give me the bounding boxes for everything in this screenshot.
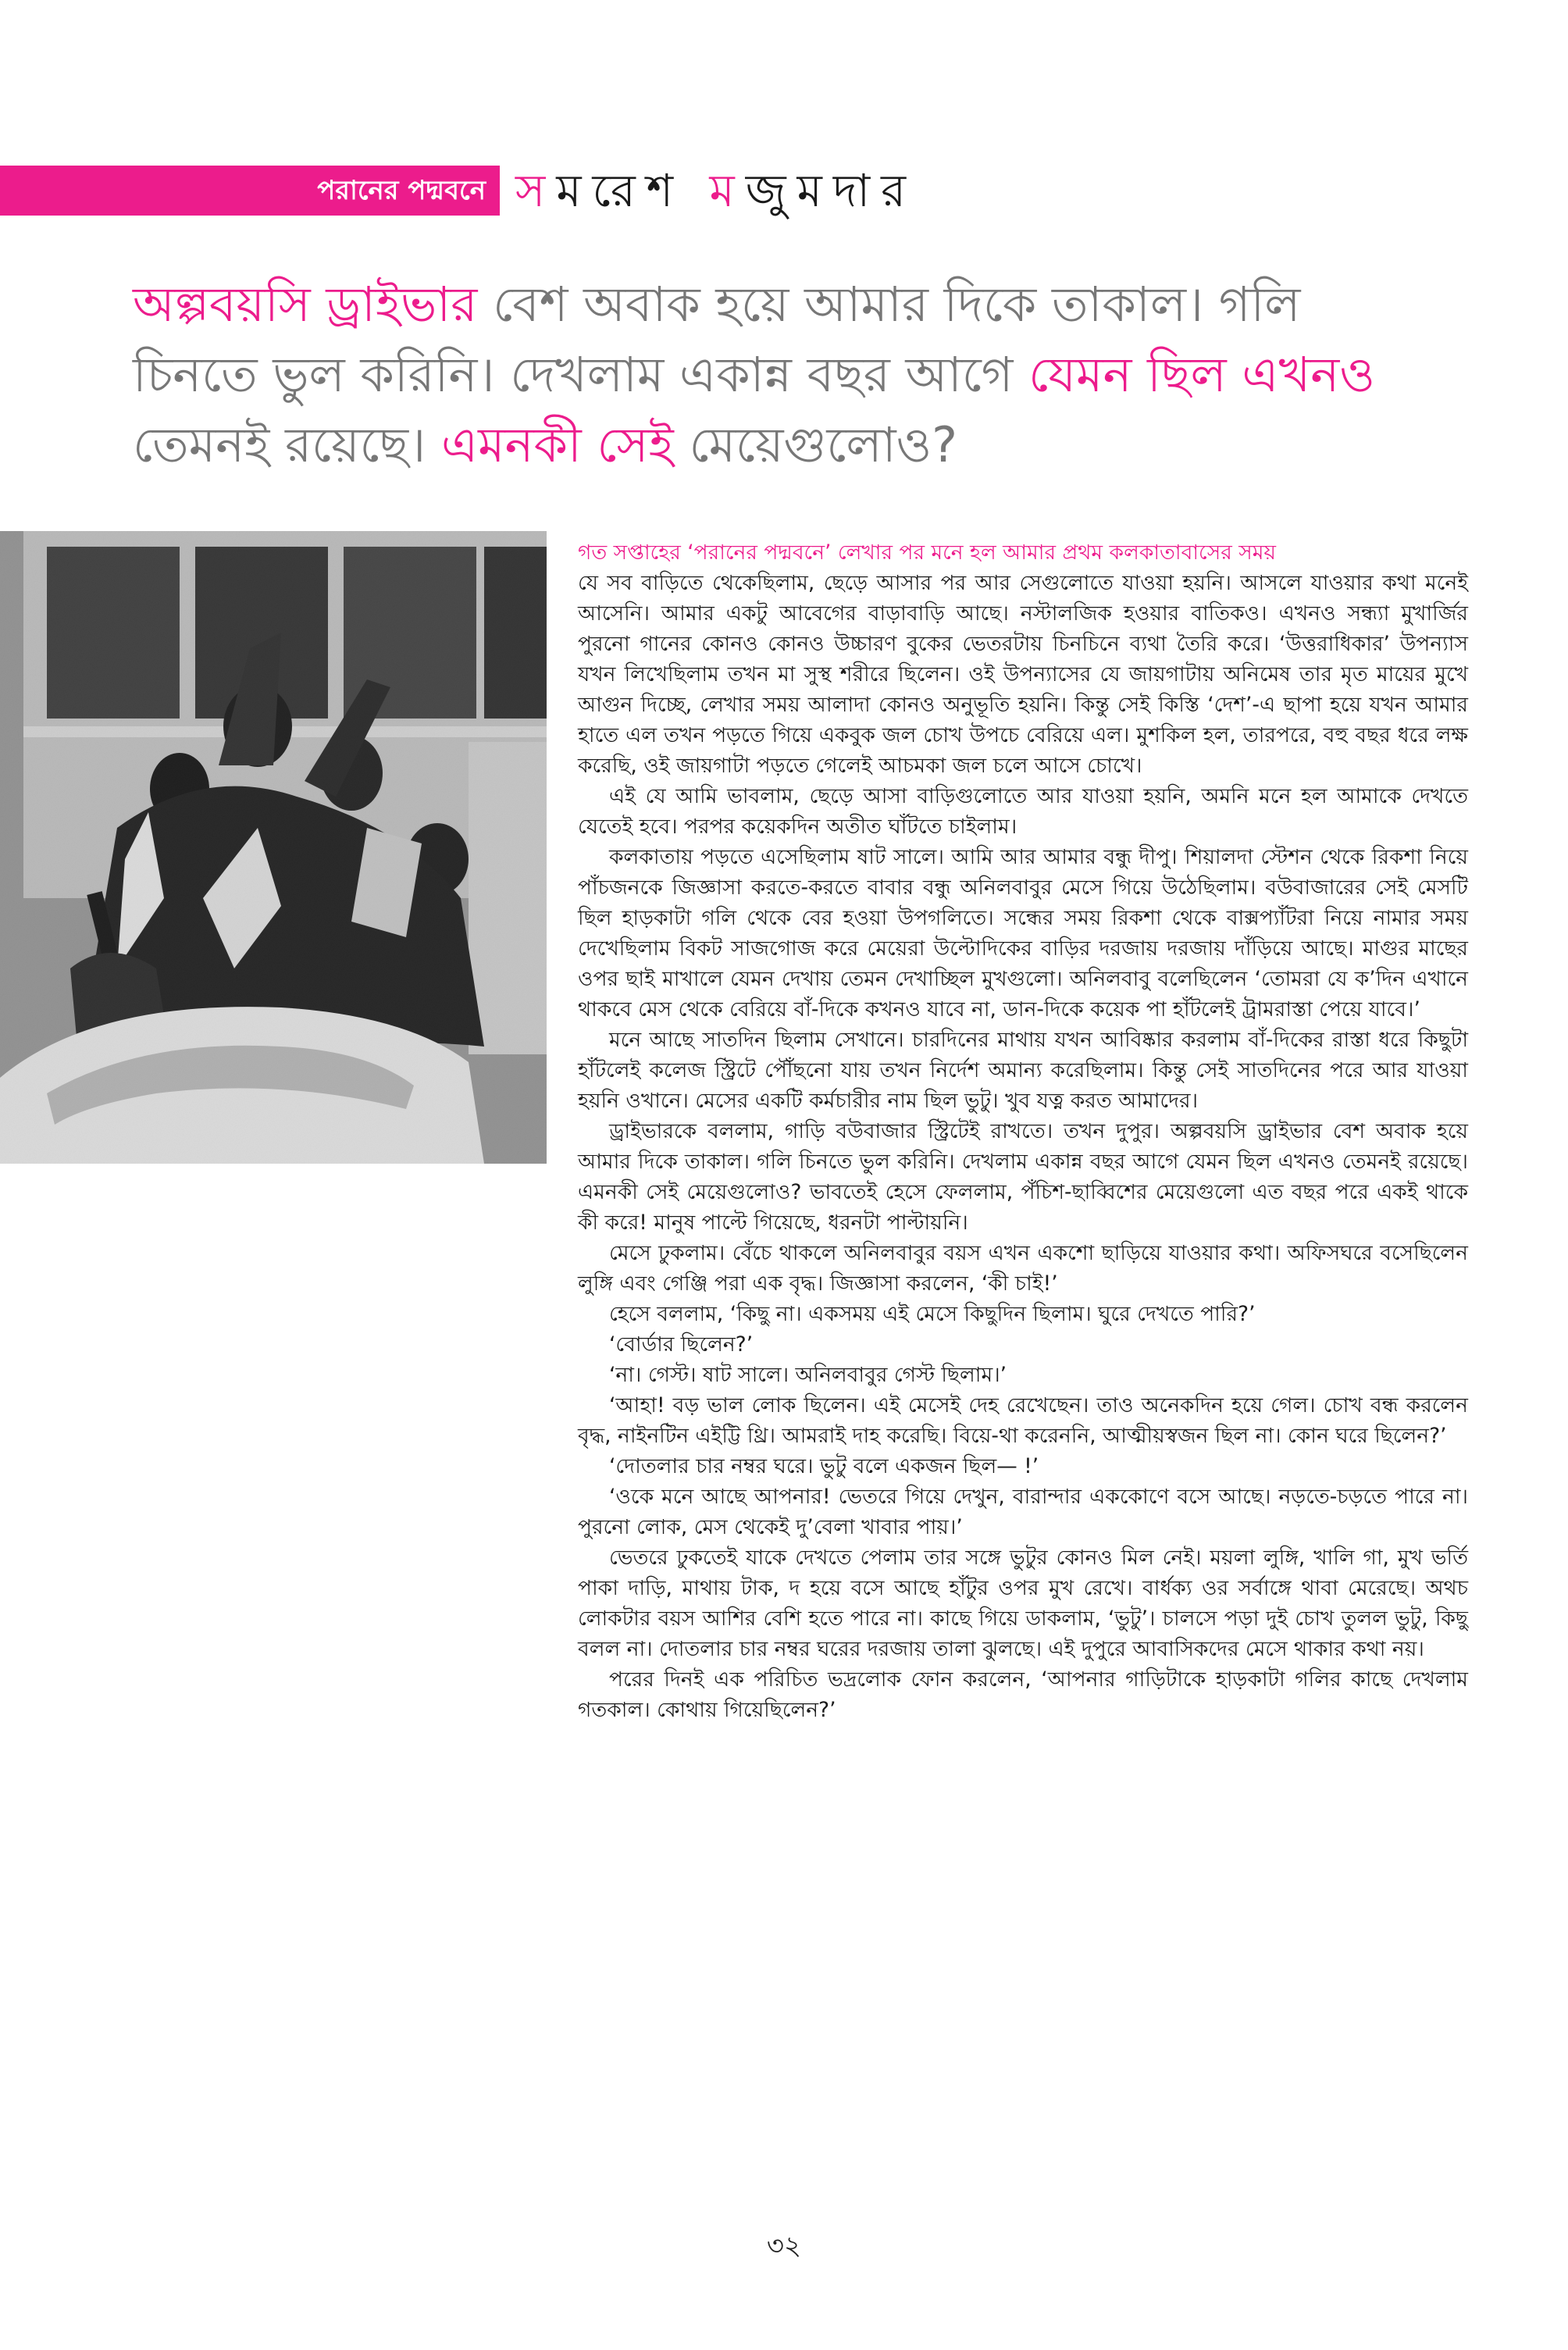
crowd-photo-illustration	[0, 531, 547, 1164]
author-letter: শ	[646, 164, 685, 217]
pull-quote-text: মেয়েগুলোও?	[673, 416, 958, 473]
article-paragraph: যে সব বাড়িতে থেকেছিলাম, ছেড়ে আসার পর আর সেগুলোতে যাওয়া হয়নি। আসলে যাওয়ার কথা মনেই আসেনি। আমার একটু আবেগের বাড়াবাড়ি আছে। নস্টালজিক হওয়ার বাতিকও। এখনও সন্ধ্যা মুখার্জির পুরনো গানের কোনও কোনও উচ্চারণ বুকের ভেতরটায় চিনচিনে ব্যথা তৈরি করে। ‘উত্তরাধিকার’ উপন্যাস যখন লিখেছিলাম তখন মা সুস্থ শরীরে ছিলেন। ওই উপন্যাসের যে জায়গাটায় অনিমেষ তার মৃত মায়ের মুখে আগুন দিচ্ছে, লেখার সময় আলাদা কোনও অনুভূতি হয়নি। কিন্তু সেই কিস্তি ‘দেশ’-এ ছাপা হয়ে যখন আমার হাতে এল তখন পড়তে গিয়ে একবুক জল চোখ উপচে বেরিয়ে এল। মুশকিল হল, তারপরে, বহু বছর ধরে লক্ষ করেছি, ওই জায়গাটা পড়তে গেলেই আচমকা জল চলে আসে চোখে।	[578, 571, 1468, 778]
pull-quote-highlight: যেমন ছিল এখনও	[1028, 346, 1375, 403]
pull-quote-text: তেমনই রয়েছে।	[133, 416, 441, 473]
pull-quote	[133, 269, 1413, 480]
author-letter: ম	[796, 164, 833, 217]
pull-quote-highlight: এমনকী সেই	[440, 416, 674, 473]
author-letter: জু	[745, 164, 797, 217]
article-paragraph: ‘আহা! বড় ভাল লোক ছিলেন। এই মেসেই দেহ রেখেছেন। তাও অনেকদিন হয়ে গেল। চোখ বন্ধ করলেন বৃদ্ধ, নাইনটিন এইট্টি থ্রি। আমরাই দাহ করেছি। বিয়ে-থা করেননি, আত্মীয়স্বজন ছিল না। কোন ঘরে ছিলেন?’	[578, 1393, 1468, 1448]
article-paragraph: হেসে বললাম, ‘কিছু না। একসময় এই মেসে কিছুদিন ছিলাম। ঘুরে দেখতে পারি?’	[609, 1302, 1256, 1326]
article-paragraph: ‘না। গেস্ট। ষাট সালে। অনিলবাবুর গেস্ট ছিলাম।’	[609, 1363, 1007, 1387]
column-header-band	[0, 166, 500, 216]
article-paragraph: ড্রাইভারকে বললাম, গাড়ি বউবাজার স্ট্রিটেই রাখতে। তখন দুপুর। অল্পবয়সি ড্রাইভার বেশ অবাক হয়ে আমার দিকে তাকাল। গলি চিনতে ভুল করিনি। দেখলাম একান্ন বছর আগে যেমন ছিল এখনও তেমনই রয়েছে। এমনকী সেই মেয়েগুলোও? ভাবতেই হেসে ফেললাম, পঁচিশ-ছাব্বিশের মেয়েগুলো এত বছর পরে একই থাকে কী করে! মানুষ পাল্টে গিয়েছে, ধরনটা পাল্টায়নি।	[578, 1119, 1468, 1235]
article-paragraph: মনে আছে সাতদিন ছিলাম সেখানে। চারদিনের মাথায় যখন আবিষ্কার করলাম বাঁ-দিকের রাস্তা ধরে কিছুটা হাঁটলেই কলেজ স্ট্রিটে পৌঁছনো যায় তখন নির্দেশ অমান্য করেছিলাম। কিন্তু সেই সাতদিনের পরে আর যাওয়া হয়নি ওখানে। মেসের একটি কর্মচারীর নাম ছিল ভুটু। খুব যত্ন করত আমাদের।	[578, 1028, 1468, 1113]
article-paragraph: এই যে আমি ভাবলাম, ছেড়ে আসা বাড়িগুলোতে আর যাওয়া হয়নি, অমনি মনে হল আমাকে দেখতে যেতেই হবে। পরপর কয়েকদিন অতীত ঘাঁটতে চাইলাম।	[578, 784, 1468, 839]
pull-quote-text: বেশ অবাক হয়ে আমার দিকে তাকাল। গলি চিনতে ভুল করিনি। দেখলাম একান্ন বছর আগে	[133, 276, 1301, 403]
article-photo	[0, 531, 547, 1164]
column-name: পরানের পদ্মবনে	[317, 175, 486, 206]
article-paragraph: মেসে ঢুকলাম। বেঁচে থাকলে অনিলবাবুর বয়স এখন একশো ছাড়িয়ে যাওয়ার কথা। অফিসঘরে বসেছিলেন লুঙ্গি এবং গেঞ্জি পরা এক বৃদ্ধ। জিজ্ঞাসা করলেন, ‘কী চাই!’	[578, 1241, 1468, 1296]
author-letter: ম	[556, 164, 593, 217]
author-letter: স	[515, 164, 557, 217]
pull-quote-highlight: অল্পবয়সি ড্রাইভার	[133, 276, 478, 333]
author-letter: র	[881, 164, 918, 217]
article-lead: গত সপ্তাহের ‘পরানের পদ্মবনে’ লেখার পর মনে হল আমার প্রথম কলকাতাবাসের সময়	[578, 540, 1277, 565]
article-paragraph: পরের দিনই এক পরিচিত ভদ্রলোক ফোন করলেন, ‘আপনার গাড়িটাকে হাড়কাটা গলির কাছে দেখলাম গতকাল। কোথায় গিয়েছিলেন?’	[578, 1667, 1468, 1722]
article-paragraph: ‘ওকে মনে আছে আপনার! ভেতরে গিয়ে দেখুন, বারান্দার এককোণে বসে আছে। নড়তে-চড়তে পারে না। পুরনো লোক, মেস থেকেই দু’বেলা খাবার পায়।’	[578, 1485, 1468, 1539]
article-paragraph: ‘দোতলার চার নম্বর ঘরে। ভুটু বলে একজন ছিল— !’	[609, 1454, 1039, 1478]
author-letter: দা	[832, 164, 882, 217]
author-letter	[684, 164, 709, 217]
author-letter: ম	[709, 164, 746, 217]
article-paragraph: ভেতরে ঢুকতেই যাকে দেখতে পেলাম তার সঙ্গে ভুটুর কোনও মিল নেই। ময়লা লুঙ্গি, খালি গা, মুখ ভর্তি পাকা দাড়ি, মাথায় টাক, দ হয়ে বসে আছে হাঁটুর ওপর মুখ রেখে। বার্ধক্য ওর সর্বাঙ্গে থাবা মেরেছে। অথচ লোকটার বয়স আশির বেশি হতে পারে না। কাছে গিয়ে ডাকলাম, ‘ভুটু’। চালসে পড়া দুই চোখ তুলল ভুটু, কিছু বলল না। দোতলার চার নম্বর ঘরের দরজায় তালা ঝুলছে। এই দুপুরে আবাসিকদের মেসে থাকার কথা নয়।	[578, 1546, 1468, 1661]
article-body	[578, 537, 1468, 1725]
article-paragraph: ‘বোর্ডার ছিলেন?’	[609, 1332, 754, 1357]
article-paragraph: কলকাতায় পড়তে এসেছিলাম ষাট সালে। আমি আর আমার বন্ধু দীপু। শিয়ালদা স্টেশন থেকে রিকশা নিয়ে পাঁচজনকে জিজ্ঞাসা করতে-করতে বাবার বন্ধু অনিলবাবুর মেসে গিয়ে উঠেছিলাম। বউবাজারের সেই মেসটি ছিল হাড়কাটা গলি থেকে বের হওয়া উপগলিতে। সন্ধের সময় রিকশা থেকে বাক্সপ্যাঁটরা নিয়ে নামার সময় দেখেছিলাম বিকট সাজগোজ করে মেয়েরা উল্টোদিকের বাড়ির দরজায় দরজায় দাঁড়িয়ে আছে। মাগুর মাছের ওপর ছাই মাখালে যেমন দেখায় তেমন দেখাচ্ছিল মুখগুলো। অনিলবাবু বলেছিলেন ‘তোমরা যে ক’দিন এখানে থাকবে মেস থেকে বেরিয়ে বাঁ-দিকে কখনও যাবে না, ডান-দিকে কয়েক পা হাঁটলেই ট্রামরাস্তা পেয়ে যাবে।’	[578, 845, 1468, 1022]
page-number: ৩২	[766, 2231, 802, 2262]
author-name	[515, 156, 917, 232]
author-letter: রে	[592, 164, 647, 217]
